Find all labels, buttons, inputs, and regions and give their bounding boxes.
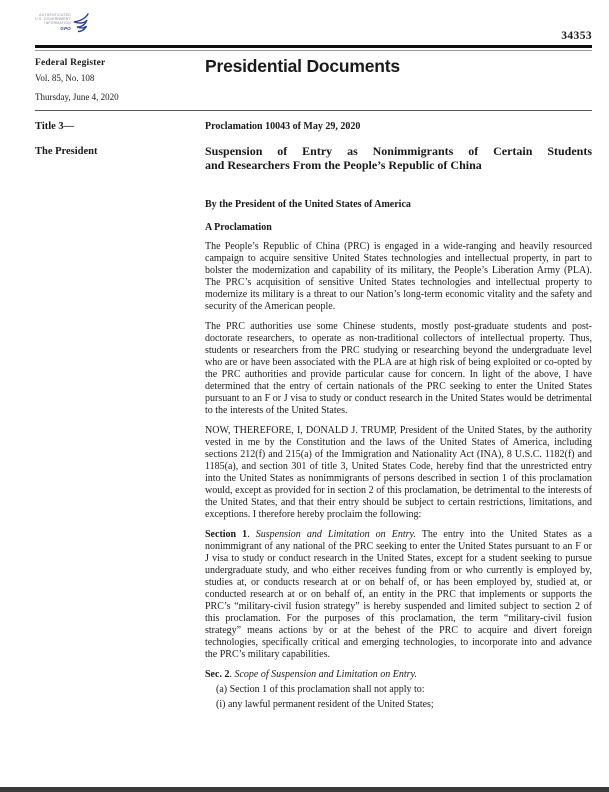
paragraph-prc-students: The PRC authorities use some Chinese students, mostly post-graduate students and post-doctorate researchers, to operate as non-traditional collectors of intellectual property. Thus, students or researchers from the PRC studying or researching beyond the undergraduate level who are or have been associated with the PLA are at high risk of being exploited or co-opted by the PRC authorities and provide particular cause for concern. In light of the above, I have determined that the entry of certain nationals of the PRC seeking to enter the United States pursuant to an F or J visa to study or conduct research in the United States would be detrimental to the interests of the United States. [205, 321, 592, 416]
volume-line: Vol. 85, No. 108 [35, 73, 95, 83]
section-2-label: Sec. 2 [205, 669, 230, 680]
title3-label: Title 3— [35, 121, 75, 132]
section-1-title: Suspension and Limitation on Entry. [255, 529, 416, 540]
gpo-logo-gpo-label: GPO [60, 25, 71, 31]
date-line: Thursday, June 4, 2020 [35, 92, 119, 102]
a-proclamation-heading: A Proclamation [205, 222, 272, 233]
page-number: 34353 [561, 30, 592, 42]
president-byline: By the President of the United States of America [205, 199, 411, 210]
clause-i: (i) any lawful permanent resident of the United States; [216, 699, 434, 710]
section-2-title: Scope of Suspension and Limitation on Entry. [234, 669, 417, 680]
page-bottom-edge [0, 787, 609, 792]
gpo-logo-text [35, 13, 71, 31]
header-rule-thin [35, 50, 592, 51]
section-1-label: Section 1 [205, 529, 248, 540]
journal-title: Federal Register [35, 58, 106, 68]
gpo-swoosh-icon [72, 13, 89, 42]
masthead-left [35, 58, 205, 110]
header-rule-thick [35, 45, 592, 48]
masthead [35, 58, 592, 110]
proclamation-title-line: and Researchers From the People’s Republic of China [205, 158, 482, 172]
proclamation-title [205, 144, 592, 172]
gpo-logo-line: INFORMATION [44, 21, 71, 26]
gpo-authenticated-logo [35, 13, 89, 42]
content-columns [35, 121, 592, 711]
clause-a: (a) Section 1 of this proclamation shall not apply to: [216, 684, 425, 695]
section-1-paragraph: Section 1. Suspension and Limitation on Entry. The entry into the United States as a nonimmigrant of any national of the PRC seeking to enter the United States pursuant to an F or J visa to study or conduct research in the United States, except for a student seeking to pursue undergraduate study, and who either receives funding from or who currently is employed by, studies at, or conducts research at or on behalf of, or has been employed by, studied at, or conducted research at or on behalf of, an entity in the PRC that implements or supports the PRC’s “military-civil fusion strategy” is hereby suspended and limited subject to section 2 of this proclamation. For the purposes of this proclamation, the term “military-civil fusion strategy” means actions by or at the behest of the PRC to acquire and divert foreign technologies, specifically critical and emerging technologies, to incorporate into and advance the PRC’s military capabilities. [205, 529, 593, 660]
page-header-row [35, 8, 592, 42]
paragraph-prc-campaign: The People’s Republic of China (PRC) is engaged in a wide-ranging and heavily resourced campaign to acquire sensitive United States technologies and intellectual property, in part to bolster the modernization and capability of its military, the People’s Liberation Army (PLA). The PRC’s acquisition of sensitive United States technologies and intellectual property to modernize its military is a threat to our Nation’s long-term economic vitality and the safety and security of the American people. [205, 241, 592, 312]
masthead-divider-rule [35, 110, 592, 111]
gpo-logo-line: U.S. GOVERNMENT [35, 17, 71, 22]
section-1-body: The entry into the United States as a nonimmigrant of any national of the PRC seeking to enter the United States pursuant to an F or J visa to study or conduct research in the United States, except for a student seeking to pursue undergraduate study, and who either receives funding from or who currently is employed by, studies at, or conducts research at or on behalf of, or has been employed by, studied at, or conducted research at or on behalf of, an entity in the PRC that implements or supports the PRC’s “military-civil fusion strategy” is hereby suspended and limited subject to section 2 of this proclamation. For the purposes of this proclamation, the term “military-civil fusion strategy” means actions by or at the behest of the PRC to acquire and divert foreign technologies, specifically critical and emerging technologies, to incorporate into and advance the PRC’s military capabilities. [205, 529, 593, 660]
paragraph-now-therefore: NOW, THEREFORE, I, DONALD J. TRUMP, President of the United States, by the authority vested in me by the Constitution and the laws of the United States of America, including sections 212(f) and 215(a) of the Immigration and Nationality Act (INA), 8 U.S.C. 1182(f) and 1185(a), and section 301 of title 3, United States Code, hereby find that the unrestricted entry into the United States as nonimmigrants of persons described in section 1 of this proclamation would, except as provided for in section 2 of this proclamation, be detrimental to the interests of the United States, and that their entry should be subject to certain restrictions, limitations, and exceptions. I therefore hereby proclaim the following: [205, 425, 592, 520]
gpo-logo-line: AUTHENTICATED [39, 13, 71, 17]
the-president-label: The President [35, 146, 98, 157]
section-title: Presidential Documents [205, 56, 400, 76]
sidebar-column [35, 121, 205, 711]
proclamation-title-line: Suspension of Entry as Nonimmigrants of Certain Students [205, 144, 592, 158]
document-column [205, 121, 592, 711]
proclamation-number-line: Proclamation 10043 of May 29, 2020 [205, 121, 361, 132]
section-2-heading: Sec. 2. Scope of Suspension and Limitation on Entry. [205, 669, 417, 680]
